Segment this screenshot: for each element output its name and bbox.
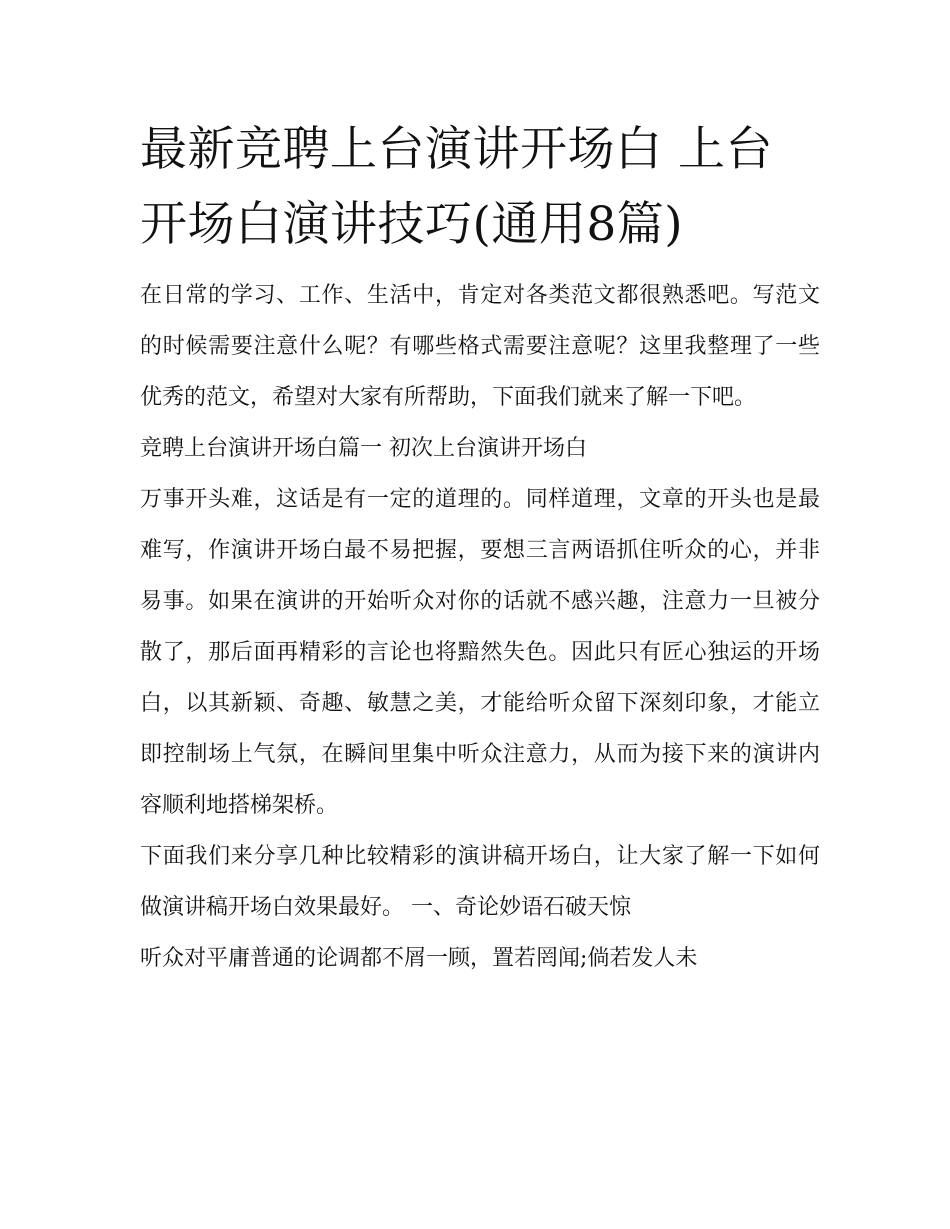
title-line-1: 最新竞聘上台演讲开场白 上台 — [140, 122, 773, 177]
body-paragraph-3: 听众对平庸普通的论调都不屑一顾，置若罔闻;倘若发人未 — [140, 946, 698, 971]
body-paragraph-2: 下面我们来分享几种比较精彩的演讲稿开场白，让大家了解一下如何做演讲稿开场白效果最好。 一、奇论妙语石破天惊 — [140, 844, 820, 920]
title-line-2: 开场白演讲技巧(通用8篇) — [140, 197, 684, 252]
document-title — [140, 112, 820, 262]
intro-paragraph: 在日常的学习、工作、生活中，肯定对各类范文都很熟悉吧。写范文的时候需要注意什么呢？有哪些格式需要注意呢？这里我整理了一些优秀的范文，希望对大家有所帮助，下面我们就来了解一下吧。 — [140, 283, 820, 410]
document-page — [140, 112, 820, 984]
section-heading: 竞聘上台演讲开场白篇一 初次上台演讲开场白 — [140, 436, 587, 461]
body-paragraph-1: 万事开头难，这话是有一定的道理的。同样道理，文章的开头也是最难写，作演讲开场白最不易把握，要想三言两语抓住听众的心，并非易事。如果在演讲的开始听众对你的话就不感兴趣，注意力一旦被分散了，那后面再精彩的言论也将黯然失色。因此只有匠心独运的开场白，以其新颖、奇趣、敏慧之美，才能给听众留下深刻印象，才能立即控制场上气氛，在瞬间里集中听众注意力，从而为接下来的演讲内容顺利地搭梯架桥。 — [140, 487, 820, 818]
